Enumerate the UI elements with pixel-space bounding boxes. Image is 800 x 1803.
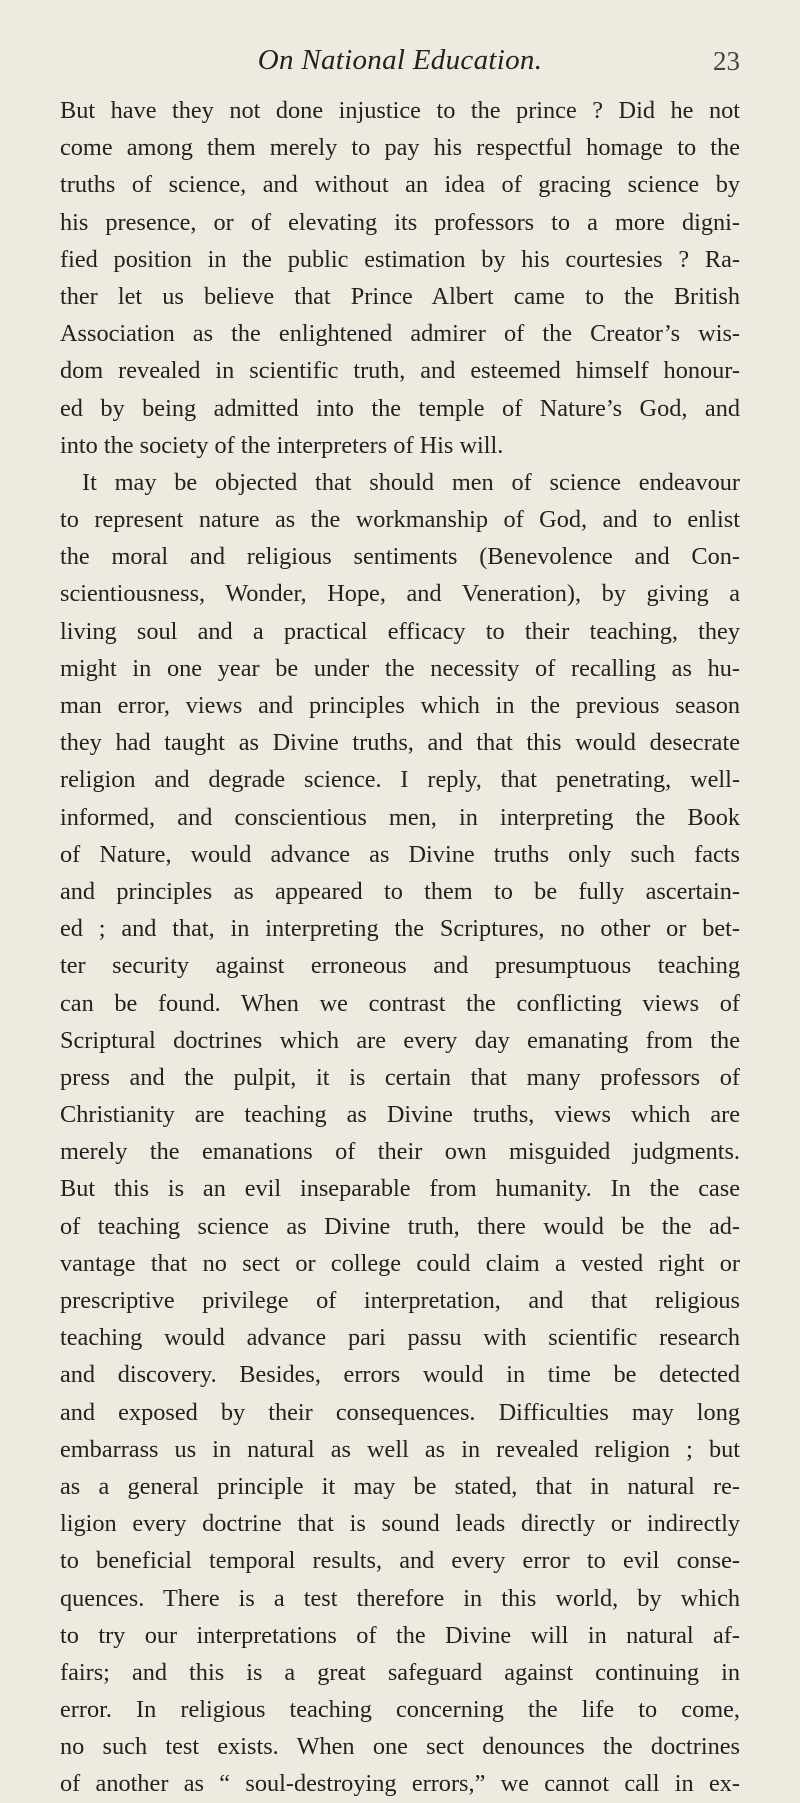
text-line: the moral and religious sentiments (Benevolence and Con-: [60, 543, 740, 571]
text-line: come among them merely to pay his respectful homage to the: [60, 134, 740, 162]
running-head: [0, 44, 800, 80]
text-line: merely the emanations of their own misguided judgments.: [60, 1138, 740, 1166]
text-line: truths of science, and without an idea of gracing science by: [60, 171, 740, 199]
text-line: his presence, or of elevating its professors to a more digni-: [60, 208, 740, 236]
text-line: informed, and conscientious men, in interpreting the Book: [60, 803, 740, 831]
text-line: to try our interpretations of the Divine will in natural af-: [60, 1621, 740, 1649]
page-number: 23: [713, 46, 740, 76]
text-line: prescriptive privilege of interpretation, and that religious: [60, 1287, 740, 1314]
text-line: of another as “ soul-destroying errors,” we cannot call in ex-: [60, 1770, 740, 1798]
text-line: embarrass us in natural as well as in revealed religion ; but: [60, 1435, 740, 1463]
text-line: quences. There is a test therefore in this world, by which: [60, 1584, 740, 1612]
text-line: Scriptural doctrines which are every day emanating from the: [60, 1026, 740, 1054]
text-line: man error, views and principles which in the previous season: [60, 692, 740, 719]
text-line: ter security against erroneous and presumptuous teaching: [60, 952, 740, 980]
text-line: But this is an evil inseparable from humanity. In the case: [60, 1175, 740, 1203]
text-line: press and the pulpit, it is certain that many professors of: [60, 1063, 740, 1091]
text-line: vantage that no sect or college could claim a vested right or: [60, 1249, 740, 1277]
text-line: might in one year be under the necessity of recalling as hu-: [60, 654, 740, 682]
text-line: can be found. When we contrast the conflicting views of: [60, 989, 740, 1017]
text-line: to represent nature as the workmanship of God, and to enlist: [60, 506, 740, 534]
running-title: On National Education.: [257, 44, 543, 76]
text-line: and discovery. Besides, errors would in time be detected: [60, 1361, 740, 1389]
text-line: teaching would advance pari passu with scientific research: [60, 1324, 740, 1352]
text-line: But have they not done injustice to the prince ? Did he not: [60, 97, 740, 124]
text-line: of Nature, would advance as Divine truths only such facts: [60, 840, 740, 868]
text-line: dom revealed in scientific truth, and esteemed himself honour-: [60, 357, 740, 385]
text-line: living soul and a practical efficacy to their teaching, they: [60, 617, 740, 645]
text-line: scientiousness, Wonder, Hope, and Veneration), by giving a: [60, 580, 740, 608]
text-line: and exposed by their consequences. Difficulties may long: [60, 1398, 740, 1426]
body-text: [60, 92, 740, 1803]
text-line: no such test exists. When one sect denounces the doctrines: [60, 1733, 740, 1761]
text-line: into the society of the interpreters of His will.: [60, 431, 504, 459]
text-line: and principles as appeared to them to be fully ascertain-: [60, 877, 740, 905]
text-line: fied position in the public estimation by his courtesies ? Ra-: [60, 245, 740, 273]
text-line: of teaching science as Divine truth, there would be the ad-: [60, 1212, 740, 1240]
text-line: to beneficial temporal results, and every error to evil conse-: [60, 1547, 740, 1575]
text-line: ed ; and that, in interpreting the Scriptures, no other or bet-: [60, 915, 740, 943]
text-line: religion and degrade science. I reply, that penetrating, well-: [60, 766, 740, 794]
text-line: It may be objected that should men of science endeavour: [82, 468, 740, 496]
text-line: ed by being admitted into the temple of Nature’s God, and: [60, 394, 740, 422]
text-line: Christianity are teaching as Divine truths, views which are: [60, 1101, 740, 1129]
text-line: error. In religious teaching concerning the life to come,: [60, 1696, 740, 1724]
text-line: ligion every doctrine that is sound leads directly or indirectly: [60, 1510, 740, 1538]
text-line: fairs; and this is a great safeguard against continuing in: [60, 1658, 740, 1686]
text-line: ther let us believe that Prince Albert came to the British: [60, 282, 740, 310]
text-line: Association as the enlightened admirer of the Creator’s wis-: [60, 320, 740, 348]
text-line: as a general principle it may be stated, that in natural re-: [60, 1472, 740, 1500]
text-line: they had taught as Divine truths, and that this would desecrate: [60, 729, 740, 757]
